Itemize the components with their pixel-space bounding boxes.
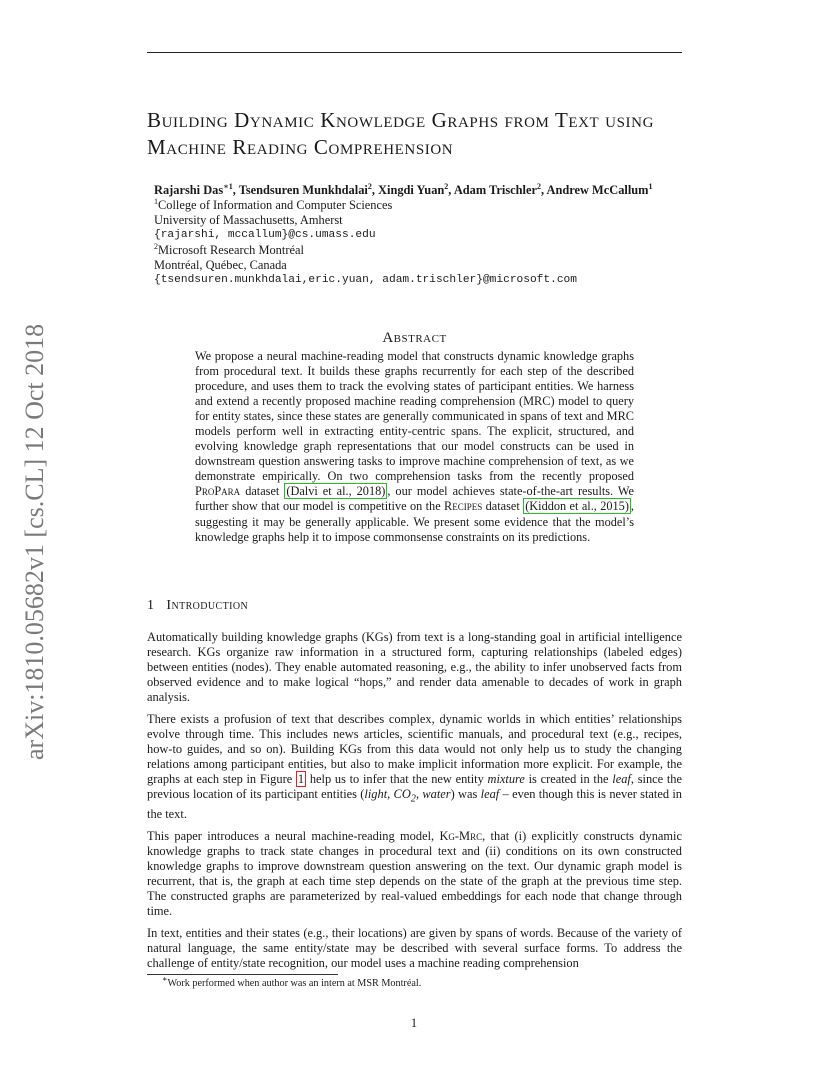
introduction-body [147, 630, 682, 978]
paper-title: Building Dynamic Knowledge Graphs from Text using Machine Reading Comprehension [147, 108, 655, 159]
footnote-mark: ∗ [162, 974, 168, 984]
abstract-heading: Abstract [382, 330, 447, 346]
abstract-text: We propose a neural machine-reading model that constructs dynamic knowledge graphs from procedural text. It builds these graphs recurrently for each step of the described procedure, and uses them to track the evolving states of participant entities. We harness and extend a recently proposed machine reading comprehension (MRC) model to query for entity states, since these states are generally communicated in spans of text and MRC models perform well in extracting entity-centric spans. The explicit, structured, and evolving knowledge graph representations that our model constructs can be used in downstream question answering tasks to improve machine comprehension of text, as we demonstrate empirically. On two comprehension tasks from the recently proposed ProPara dataset (Dalvi et al., 2018) , our model achieves state-of-the-art results. We further show that our model is competitive on the Recipes dataset (Kiddon et al., 2015) , suggesting it may be generally applicable. We present some evidence that the model’s knowledge graphs help it to impose commonsense constraints on its predictions. [195, 349, 634, 544]
author-names: Rajarshi Das$^{∗1}$, Tsendsuren Munkhdalai$^2$, Xingdi Yuan$^2$, Adam Trischler$^2$, Andrew McCallum$^1$ [154, 181, 653, 197]
affiliation-2-org: Microsoft Research Montréal [158, 243, 304, 257]
affiliation-1: $^1$College of Information and Computer Sciences [154, 196, 393, 212]
citation-link[interactable]: (Dalvi et al., 2018) [286, 484, 386, 499]
title-top-rule [147, 52, 682, 53]
paragraph: Automatically building knowledge graphs (KGs) from text is a long-standing goal in artificial intelligence research. KGs organize raw information in a structured form, capturing relationships (labeled edges) between entities (nodes). They enable automated reasoning, e.g., the ability to infer unobserved facts from observed evidence and to make logical “hops,” and render data amenable to decades of work in graph analysis. [147, 630, 682, 705]
affiliation-1-email: {rajarshi, mccallum}@cs.umass.edu [154, 229, 376, 241]
author-affiliation-mark: 2 [367, 181, 372, 191]
affiliation-2-email: {tsendsuren.munkhdalai,eric.yuan, adam.trischler}@microsoft.com [154, 274, 577, 286]
author-block [154, 183, 714, 288]
figure-reference-link[interactable]: 1 [297, 772, 305, 787]
affiliation-2-location: Montréal, Québec, Canada [154, 258, 287, 272]
footnote-rule [147, 974, 338, 975]
arxiv-side-stamp: arXiv:1810.05682v1 [cs.CL] 12 Oct 2018 [20, 323, 49, 760]
author-name: Andrew McCallum [546, 183, 649, 197]
paragraph: There exists a profusion of text that describes complex, dynamic worlds in which entities’ relationships evolve through time. This includes news articles, scientific manuals, and procedural text (e.g., recipes, how-to guides, and so on). Building KGs from this data would not only help us to study the changing relations among participant entities, but also to make implicit information more explicit. For example, the graphs at each step in Figure 1 help us to infer that the new entity mixture is created in the leaf, since the previous location of its participant entities (light, $CO_2$, water) was leaf – even though this is never stated in the text. [147, 712, 683, 821]
recipes-dataset-name: Recipes [444, 499, 483, 514]
footnote: ∗Work performed when author was an intern at MSR Montréal. [162, 974, 422, 989]
author-affiliation-mark: ∗1 [223, 181, 233, 191]
propara-dataset-name: ProPara [195, 484, 241, 499]
author-affiliation-mark: 2 [536, 181, 541, 191]
author-name: Rajarshi Das [154, 183, 224, 197]
author-affiliation-mark: 1 [648, 181, 653, 191]
section-number: 1 [147, 598, 155, 613]
model-name: Kg-Mrc [439, 829, 483, 844]
author-name: Adam Trischler [453, 183, 537, 197]
affiliation-1-university: University of Massachusetts, Amherst [154, 213, 343, 227]
page-number: 1 [410, 1016, 418, 1030]
author-name: Xingdi Yuan [378, 183, 445, 197]
author-affiliation-mark: 2 [444, 181, 449, 191]
section-title: Introduction [166, 598, 249, 613]
paragraph: In text, entities and their states (e.g., their locations) are given by spans of words. Because of the variety of natural language, the same entity/state may be described with several surface forms. To address the challenge of entity/state recognition, our model uses a machine reading comprehension [147, 926, 682, 971]
paragraph: This paper introduces a neural machine-reading model, Kg-Mrc, that (i) explicitly constructs dynamic knowledge graphs to track state changes in procedural text and (ii) conditions on its own constructed knowledge graphs to improve downstream question answering on the text. Our dynamic graph model is recurrent, that is, the graph at each time step depends on the state of the graph at the previous time step. The constructed graphs are parameterized by real-valued embeddings for each node that change through time. [147, 829, 682, 919]
citation-link[interactable]: (Kiddon et al., 2015) [525, 499, 629, 514]
author-name: Tsendsuren Munkhdalai [238, 183, 368, 197]
affiliation-2: $^2$Microsoft Research Montréal [154, 241, 304, 257]
section-heading [147, 598, 547, 614]
affiliation-1-department: College of Information and Computer Sciences [158, 198, 393, 212]
